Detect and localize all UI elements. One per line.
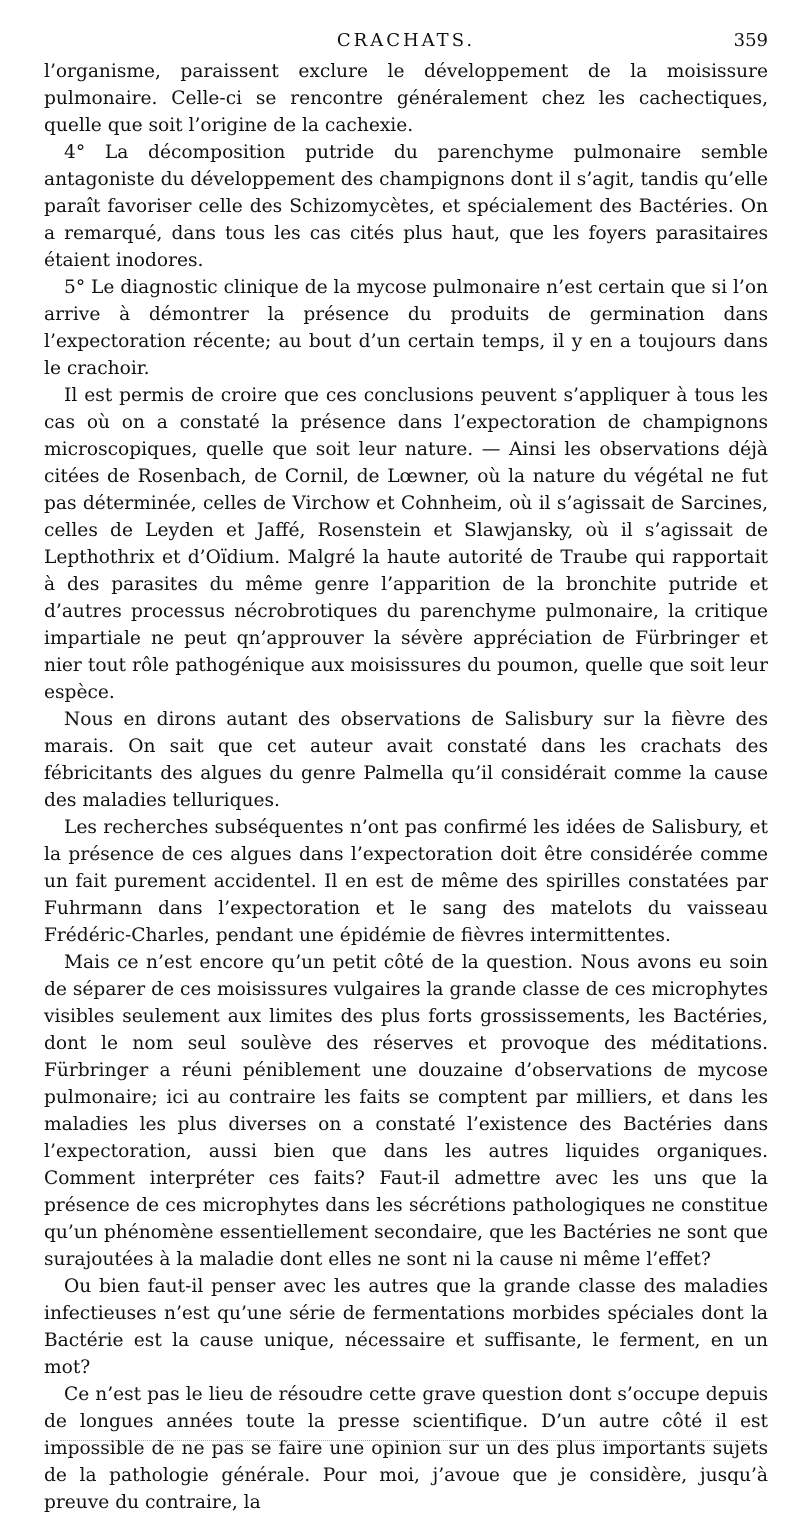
paragraph-question: Ce n’est pas le lieu de résoudre cette grave question dont s’occupe depuis de longues années toute la presse scientifique. D’un autre côté il est impossible de ne pas se faire une opinion sur un des plus importants sujets de la pathologie générale. Pour moi, j’avoue que je considère, jusqu’à preuve du contraire, la [44,1384,768,1513]
page-header [44,30,768,54]
running-head: CRACHATS. [336,30,476,51]
body-text [44,58,768,1516]
footer-bleed-rule [60,1440,760,1441]
paragraph-conclusions: Il est permis de croire que ces conclusions peuvent s’appliquer à tous les cas où on a constaté la présence dans l’expectoration de champignons microscopiques, quelle que soit leur nature. — Ainsi les observations déjà citées de Rosenbach, de Cornil, de Lœwner, où la nature du végétal ne fut pas déterminée, celles de Virchow et Cohnheim, où il s’agissait de Sarcines, celles de Leyden et Jaffé, Rosenstein et Slawjansky, où il s’agissait de Lepthothrix et d’Oïdium. Malgré la haute autorité de Traube qui rapportait à des parasites du même genre l’apparition de la bronchite putride et d’autres processus nécrobrotiques du parenchyme pulmonaire, la critique impartiale ne peut qn’approuver la sévère appréciation de Fürbringer et nier tout rôle pathogénique aux moisissures du poumon, quelle que soit leur espèce. [44,385,768,703]
paragraph-recherches: Les recherches subséquentes n’ont pas confirmé les idées de Salisbury, et la présence de ces algues dans l’expectoration doit être considérée comme un fait purement accidentel. Il en est de même des spirilles constatées par Fuhrmann dans l’expectoration et le sang des matelots du vaisseau Frédéric-Charles, pendant une épidémie de fièvres intermittentes. [44,817,768,946]
paragraph-point-4: 4° La décomposition putride du parenchyme pulmonaire semble antagoniste du développement des champignons dont il s’agit, tandis qu’elle paraît favoriser celle des Schizomycètes, et spécialement des Bactéries. On a remarqué, dans tous les cas cités plus haut, que les foyers parasitaires étaient inodores. [44,142,768,271]
paragraph-continued: l’organisme, paraissent exclure le développement de la moisissure pulmonaire. Celle-ci se rencontre généralement chez les cachectiques, quelle que soit l’origine de la cachexie. [44,61,768,136]
paragraph-bacteries: Mais ce n’est encore qu’un petit côté de la question. Nous avons eu soin de séparer de ces moisissures vulgaires la grande classe de ces microphytes visibles seulement aux limites des plus forts grossissements, les Bactéries, dont le nom seul soulève des réserves et provoque des méditations. Fürbringer a réuni péniblement une douzaine d’observations de mycose pulmonaire; ici au contraire les faits se comptent par milliers, et dans les maladies les plus diverses on a constaté l’existence des Bactéries dans l’expectoration, aussi bien que dans les autres liquides organiques. Comment interpréter ces faits? Faut-il admettre avec les uns que la présence de ces microphytes dans les sécrétions pathologiques ne constitue qu’un phénomène essentiellement secondaire, que les Bactéries ne sont que surajoutées à la maladie dont elles ne sont ni la cause ni même l’effet? [44,952,768,1270]
paragraph-point-5: 5° Le diagnostic clinique de la mycose pulmonaire n’est certain que si l’on arrive à démontrer la présence du produits de germination dans l’expectoration récente; au bout d’un certain temps, il y en a toujours dans le crachoir. [44,277,768,379]
page-number: 359 [733,30,768,51]
paragraph-fermentations: Ou bien faut-il penser avec les autres que la grande classe des maladies infectieuses n’est qu’une série de fermentations morbides spéciales dont la Bactérie est la cause unique, nécessaire et suffisante, le ferment, en un mot? [44,1276,768,1378]
paragraph-salisbury: Nous en dirons autant des observations de Salisbury sur la fièvre des marais. On sait que cet auteur avait constaté dans les crachats des fébricitants des algues du genre Palmella qu’il considérait comme la cause des maladies telluriques. [44,709,768,811]
